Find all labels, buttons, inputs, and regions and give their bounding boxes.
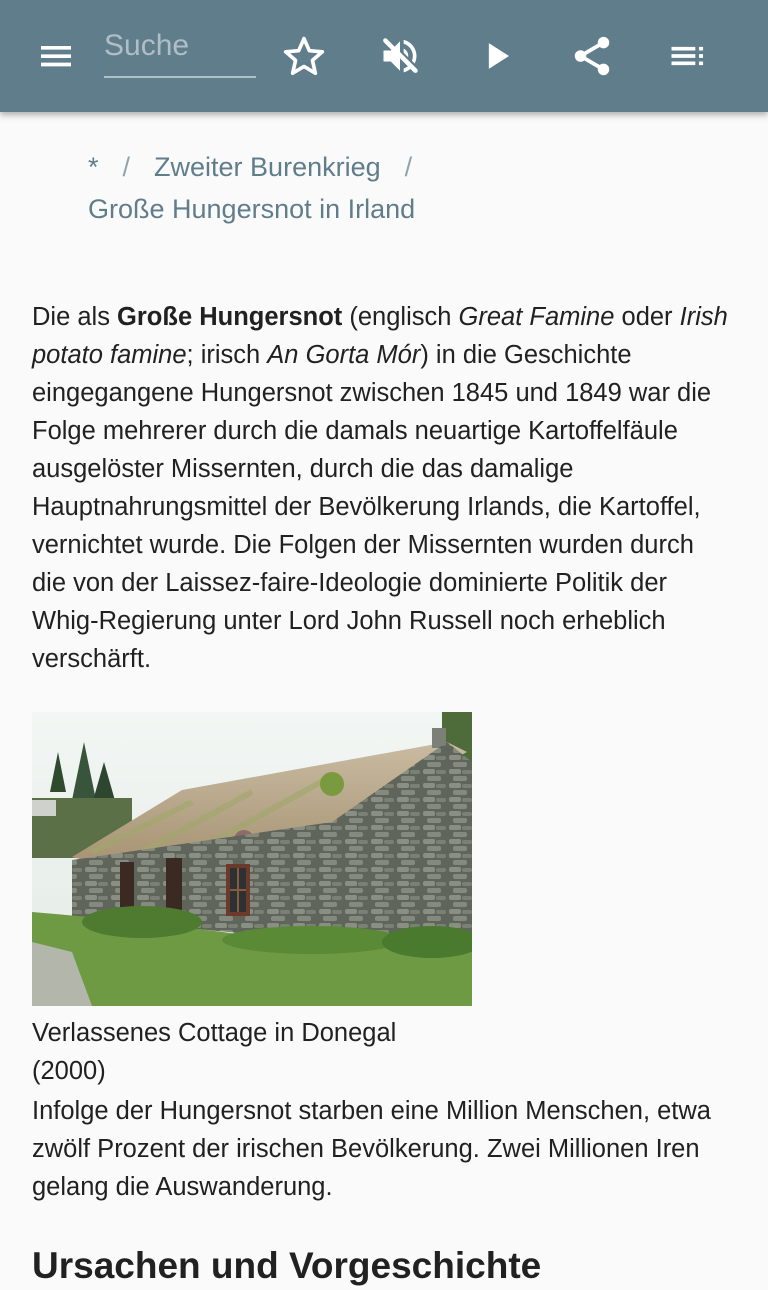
contents-button[interactable] xyxy=(660,28,716,84)
breadcrumb-separator: / xyxy=(404,152,413,182)
intro-italic-term: Irish potato famine xyxy=(32,303,728,369)
app-bar xyxy=(0,0,768,112)
star-outline-icon xyxy=(282,34,326,78)
cottage-image[interactable] xyxy=(32,712,472,1006)
menu-button[interactable] xyxy=(28,28,84,84)
intro-text: ; irisch xyxy=(186,341,268,369)
intro-text: Die als xyxy=(32,303,118,331)
breadcrumb-item-burenkrieg[interactable]: Zweiter Burenkrieg xyxy=(154,152,381,182)
section-heading: Ursachen und Vorgeschichte xyxy=(32,1245,542,1286)
playlist-icon xyxy=(666,34,710,78)
intro-italic-term: Great Famine xyxy=(458,303,615,331)
article-paragraph: Infolge der Hungersnot starben eine Million Menschen, etwa zwölf Prozent der irischen Bevölkerung. Zwei Millionen Iren gelang die Auswanderung. xyxy=(32,1097,711,1201)
play-icon xyxy=(476,34,520,78)
intro-text: (englisch xyxy=(342,303,459,331)
share-icon xyxy=(569,33,615,79)
image-caption: Verlassenes Cottage in Donegal (2000) xyxy=(32,1019,397,1085)
play-button[interactable] xyxy=(470,28,526,84)
intro-text: ) in die Geschichte eingegangene Hungersnot zwischen 1845 und 1849 war die Folge mehrerer durch die damals neuartige Kartoffelfäule ausgelöster Missernten, durch die das damalige Hauptnahrungsmittel der Bevölkerung Irlands, die Kartoffel, vernichtet wurde. Die Folgen der Missernten wurden durch die von der Laissez-faire-Ideologie dominierte Politik der Whig-Regierung unter Lord John Russell noch erheblich verschärft. xyxy=(32,341,712,673)
search-field[interactable] xyxy=(104,26,256,82)
breadcrumb-root[interactable]: * xyxy=(88,152,99,182)
share-button[interactable] xyxy=(564,28,620,84)
breadcrumb xyxy=(88,146,728,230)
intro-text: oder xyxy=(614,303,680,331)
menu-icon xyxy=(36,36,76,76)
mute-button[interactable] xyxy=(372,28,428,84)
search-input[interactable] xyxy=(104,26,256,78)
breadcrumb-separator: / xyxy=(122,152,131,182)
bookmark-button[interactable] xyxy=(276,28,332,84)
breadcrumb-item-current[interactable]: Große Hungersnot in Irland xyxy=(88,194,416,224)
intro-bold-term: Große Hungersnot xyxy=(117,303,343,331)
intro-italic-term: An Gorta Mór xyxy=(267,341,421,369)
article-intro xyxy=(32,298,732,678)
volume-off-icon xyxy=(378,34,422,78)
